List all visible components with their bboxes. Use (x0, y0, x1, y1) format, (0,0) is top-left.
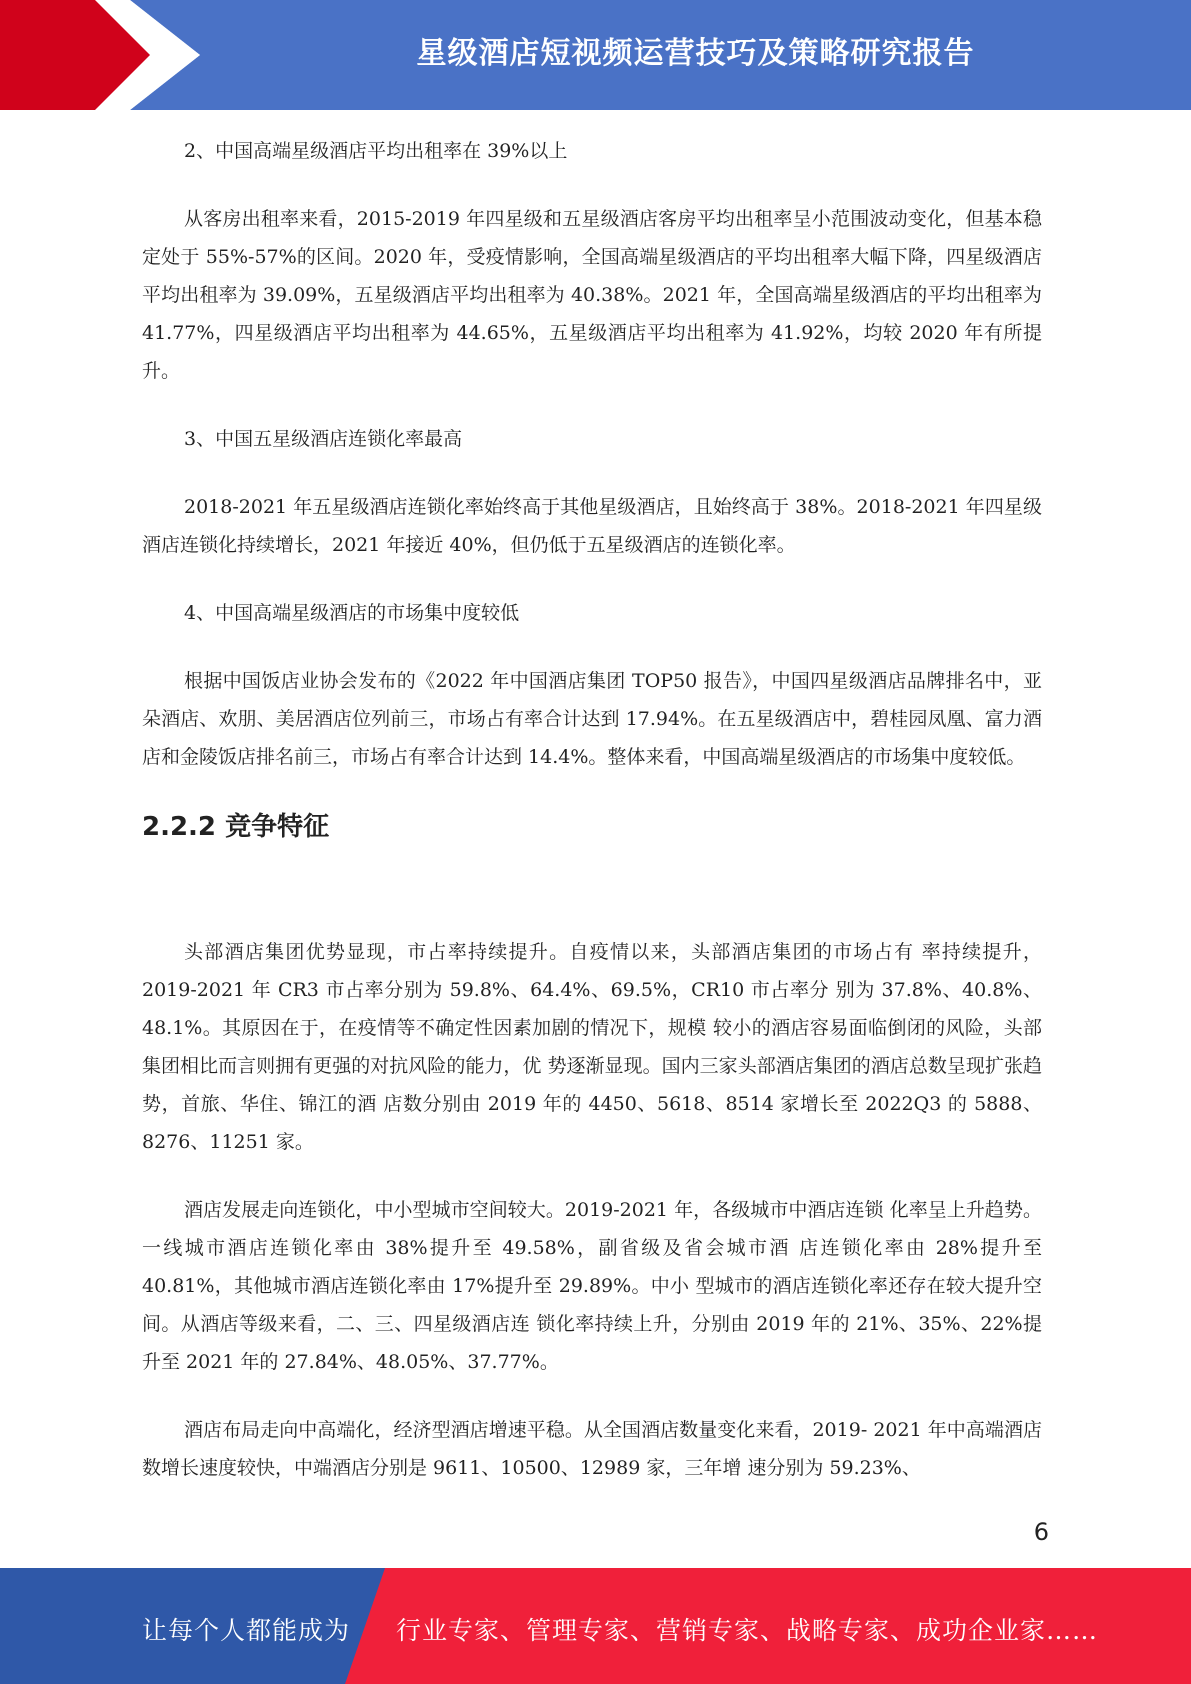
page-footer (0, 1568, 1191, 1684)
subheading-chain-rate: 3、中国五星级酒店连锁化率最高 (184, 428, 463, 450)
section-heading-competition: 2.2.2 竞争特征 (142, 812, 330, 842)
page-number: 6 (1033, 1518, 1049, 1546)
paragraph-chain-rate: 2018-2021 年五星级酒店连锁化率始终高于其他星级酒店，且始终高于 38%。2018-2021 年四星级酒店连锁化持续增长，2021 年接近 40%，但仍低于五星级酒店的连锁化率。 (142, 496, 1042, 556)
subheading-concentration: 4、中国高端星级酒店的市场集中度较低 (184, 602, 520, 624)
report-title: 星级酒店短视频运营技巧及策略研究报告 (416, 36, 975, 71)
footer-slogan-left: 让每个人都能成为 (142, 1616, 351, 1645)
paragraph-concentration: 根据中国饭店业协会发布的《2022 年中国酒店集团 TOP50 报告》，中国四星级酒店品牌排名中，亚朵酒店、欢朋、美居酒店位列前三，市场占有率合计达到 17.94%。在五星级酒店中，碧桂园凤凰、富力酒店和金陵饭店排名前三，市场占有率合计达到 14.4%。整体来看，中国高端星级酒店的市场集中度较低。 (142, 670, 1042, 768)
paragraph-head-groups: 头部酒店集团优势显现，市占率持续提升。自疫情以来，头部酒店集团的市场占有 率持续提升，2019-2021 年 CR3 市占率分别为 59.8%、64.4%、69.5%，CR10 市占率分 别为 37.8%、40.8%、48.1%。其原因在于，在疫情等不确定性因素加剧的情况下，规模 较小的酒店容易面临倒闭的风险，头部集团相比而言则拥有更强的对抗风险的能力，优 势逐渐显现。国内三家头部酒店集团的酒店总数呈现扩张趋势，首旅、华住、锦江的酒 店数分别由 2019 年的 4450、5618、8514 家增长至 2022Q3 的 5888、8276、11251 家。 (142, 941, 1042, 1153)
subheading-occupancy: 2、中国高端星级酒店平均出租率在 39%以上 (184, 140, 568, 162)
paragraph-chain-cities: 酒店发展走向连锁化，中小型城市空间较大。2019-2021 年，各级城市中酒店连锁 化率呈上升趋势。一线城市酒店连锁化率由 38%提升至 49.58%，副省级及省会城市酒 店连锁化率由 28%提升至 40.81%，其他城市酒店连锁化率由 17%提升至 29.89%。中小 型城市的酒店连锁化率还存在较大提升空间。从酒店等级来看，二、三、四星级酒店连 锁化率持续上升，分别由 2019 年的 21%、35%、22%提升至 2021 年的 27.84%、48.05%、37.77%。 (142, 1199, 1042, 1373)
paragraph-midhigh-end: 酒店布局走向中高端化，经济型酒店增速平稳。从全国酒店数量变化来看，2019- 2021 年中高端酒店数增长速度较快，中端酒店分别是 9611、10500、12989 家，三年增 速分别为 59.23%、 (142, 1419, 1042, 1479)
document-body (142, 132, 1042, 1517)
paragraph-occupancy: 从客房出租率来看，2015-2019 年四星级和五星级酒店客房平均出租率呈小范围波动变化，但基本稳定处于 55%-57%的区间。2020 年，受疫情影响，全国高端星级酒店的平均出租率大幅下降，四星级酒店平均出租率为 39.09%，五星级酒店平均出租率为 40.38%。2021 年，全国高端星级酒店的平均出租率为 41.77%，四星级酒店平均出租率为 44.65%，五星级酒店平均出租率为 41.92%，均较 2020 年有所提升。 (142, 208, 1042, 382)
footer-slogan-right: 行业专家、管理专家、营销专家、战略专家、成功企业家…… (396, 1616, 1099, 1645)
page-header (0, 0, 1191, 110)
